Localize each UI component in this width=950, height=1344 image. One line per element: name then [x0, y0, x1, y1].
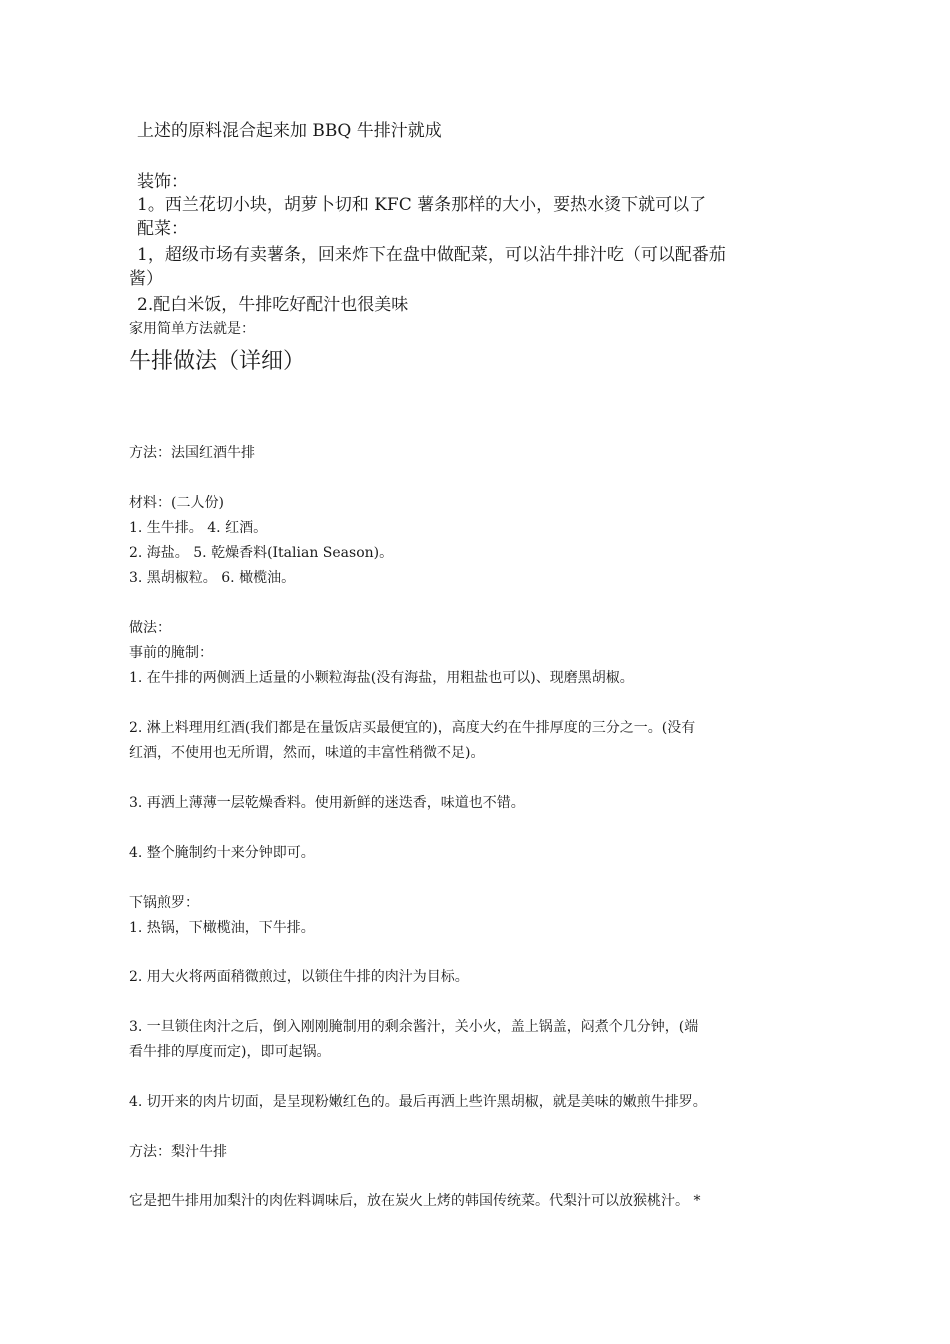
fry-step-4: 4. 切开来的肉片切面，是呈现粉嫩红色的。最后再洒上些许黑胡椒，就是美味的嫩煎牛排罗。 — [129, 1094, 707, 1110]
fry-step-1: 1. 热锅，下橄榄油，下牛排。 — [129, 920, 315, 936]
prep-label: 事前的腌制： — [129, 645, 213, 661]
prep-step-1: 1. 在牛排的两侧洒上适量的小颗粒海盐(没有海盐，用粗盐也可以)、现磨黑胡椒。 — [129, 670, 634, 686]
prep-step-2-line-2: 红酒，不使用也无所谓，然而，味道的丰富性稍微不足)。 — [129, 745, 485, 761]
materials-line-1: 1. 生牛排。 4. 红酒。 — [129, 520, 268, 536]
materials-line-2: 2. 海盐。 5. 乾燥香料(Italian Season)。 — [129, 545, 394, 561]
page-title: 牛排做法（详细） — [129, 349, 306, 374]
prep-step-2-line-1: 2. 淋上料理用红酒(我们都是在量饭店买最便宜的)，高度大约在牛排厚度的三分之一。(没有 — [129, 720, 696, 736]
materials-line-3: 3. 黑胡椒粒。 6. 橄榄油。 — [129, 570, 296, 586]
materials-label: 材料：(二人份) — [129, 495, 224, 511]
fry-step-3-line-1: 3. 一旦锁住肉汁之后，倒入刚刚腌制用的剩余酱汁，关小火，盖上锅盖，闷煮个几分钟，(端 — [129, 1019, 699, 1035]
fry-step-2: 2. 用大火将两面稍微煎过，以锁住牛排的肉汁为目标。 — [129, 969, 469, 985]
side-item-1-line-2: 酱） — [129, 269, 163, 289]
decor-item: 1。西兰花切小块，胡萝卜切和 KFC 薯条那样的大小，要热水烫下就可以了 — [137, 195, 707, 215]
side-item-2: 2.配白米饭，牛排吃好配汁也很美味 — [137, 295, 409, 315]
simple-method-label: 家用简单方法就是： — [129, 321, 255, 337]
prep-step-4: 4. 整个腌制约十来分钟即可。 — [129, 845, 315, 861]
side-item-1-line-1: 1，超级市场有卖薯条，回来炸下在盘中做配菜，可以沾牛排汁吃（可以配番茄 — [137, 245, 726, 265]
intro-text: 上述的原料混合起来加 BBQ 牛排汁就成 — [137, 121, 442, 141]
method-1-name: 方法：法国红酒牛排 — [129, 445, 255, 461]
decor-label: 装饰： — [137, 172, 188, 192]
side-label: 配菜： — [137, 219, 188, 239]
method-2-name: 方法：梨汁牛排 — [129, 1144, 227, 1160]
prep-step-3: 3. 再洒上薄薄一层乾燥香料。使用新鲜的迷迭香，味道也不错。 — [129, 795, 525, 811]
fry-label: 下锅煎罗： — [129, 895, 199, 911]
fry-step-3-line-2: 看牛排的厚度而定)，即可起锅。 — [129, 1044, 331, 1060]
steps-label: 做法： — [129, 620, 171, 636]
method-2-description: 它是把牛排用加梨汁的肉佐料调味后，放在炭火上烤的韩国传统菜。代梨汁可以放猴桃汁。 * — [129, 1193, 701, 1209]
